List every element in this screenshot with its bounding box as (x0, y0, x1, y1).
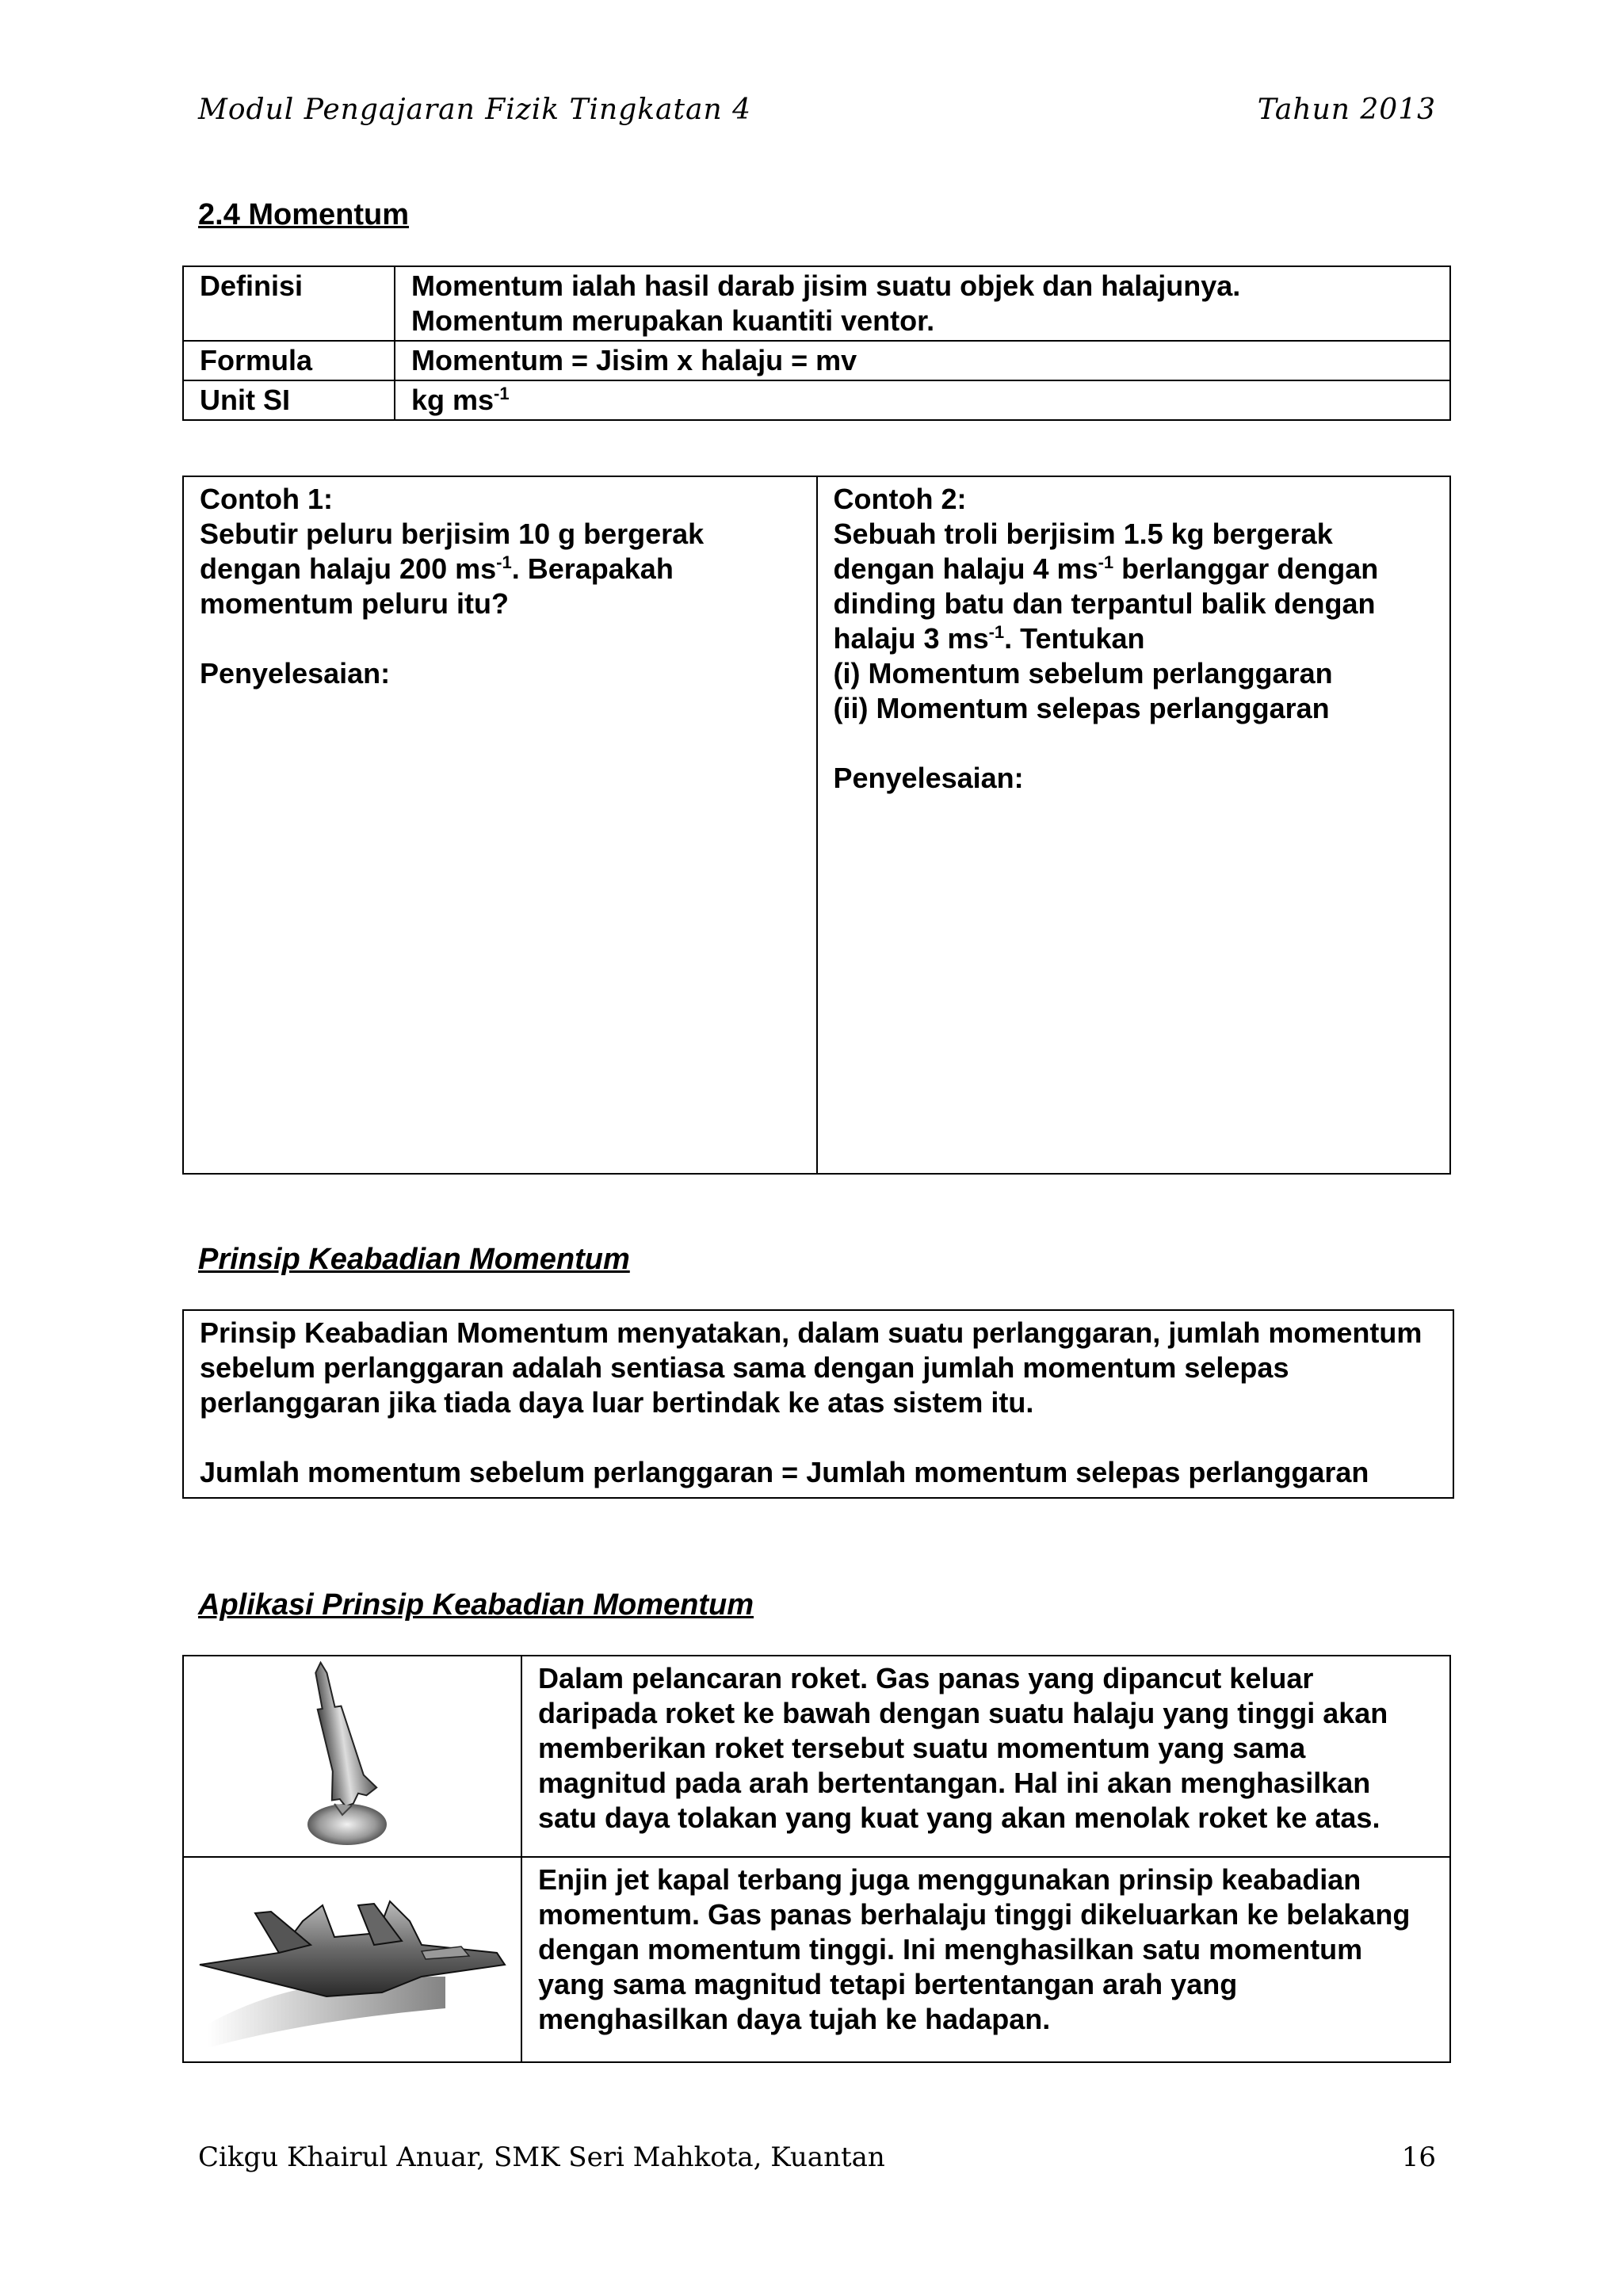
applications-table (182, 1655, 1451, 2063)
jet-image-cell (183, 1857, 521, 2062)
exponent: -1 (988, 622, 1005, 642)
principle-equation: Jumlah momentum sebelum perlanggaran = Jumlah momentum selepas perlanggaran (200, 1456, 1369, 1488)
spacer (200, 621, 800, 656)
example-2-item-1: (i) Momentum sebelum perlanggaran (833, 657, 1333, 690)
question-text: . Berapakah momentum peluru itu? (200, 552, 674, 620)
footer-author: Cikgu Khairul Anuar, SMK Seri Mahkota, Kuantan (198, 2141, 885, 2173)
row-label: Definisi (183, 266, 395, 341)
row-value (395, 266, 1450, 341)
table-row (183, 341, 1450, 380)
row-label: Unit SI (183, 380, 395, 420)
example-1-title: Contoh 1: (200, 483, 333, 515)
unit-text: kg ms (411, 384, 495, 416)
definition-line: Momentum ialah hasil darab jisim suatu objek dan halajunya. (411, 269, 1241, 302)
exponent: -1 (496, 552, 512, 572)
rocket-description: Dalam pelancaran roket. Gas panas yang dipancut keluar daripada roket ke bawah dengan suatu halaju yang tinggi akan memberikan roket tersebut suatu momentum yang sama magnitud pada arah bertentangan. Hal ini akan menghasilkan satu daya tolakan yang kuat yang akan menolak roket ke atas. (521, 1656, 1450, 1857)
question-text: . Tentukan (1004, 622, 1145, 655)
table-row (183, 1656, 1450, 1857)
applications-heading: Aplikasi Prinsip Keabadian Momentum (198, 1588, 754, 1622)
table-row (183, 380, 1450, 420)
example-2-item-2: (ii) Momentum selepas perlanggaran (833, 692, 1330, 724)
example-2-title: Contoh 2: (833, 483, 967, 515)
example-2-question (834, 517, 1434, 656)
table-row (183, 266, 1450, 341)
header-module-title: Modul Pengajaran Fizik Tingkatan 4 (198, 94, 751, 126)
spacer (200, 1420, 1437, 1455)
section-title: 2.4 Momentum (198, 198, 410, 231)
exponent: -1 (1098, 552, 1114, 572)
row-label: Formula (183, 341, 395, 380)
jet-plane-icon (184, 1858, 521, 2052)
example-2-cell (817, 476, 1451, 1174)
row-value: Momentum = Jisim x halaju = mv (395, 341, 1450, 380)
definition-table (182, 266, 1451, 421)
jet-description: Enjin jet kapal terbang juga menggunakan prinsip keabadian momentum. Gas panas berhalaju tinggi dikeluarkan ke belakang dengan momentum tinggi. Ini menghasilkan satu momentum yang sama magnitud tetapi bertentangan arah yang menghasilkan daya tujah ke hadapan. (521, 1857, 1450, 2062)
example-2-solution-label: Penyelesaian: (833, 762, 1024, 794)
table-row (183, 476, 1450, 1174)
principle-statement: Prinsip Keabadian Momentum menyatakan, dalam suatu perlanggaran, jumlah momentum sebelum perlanggaran adalah sentiasa sama dengan jumlah momentum selepas perlanggaran jika tiada daya luar bertindak ke atas sistem itu. (200, 1316, 1423, 1419)
spacer (834, 726, 1434, 761)
principle-heading: Prinsip Keabadian Momentum (198, 1243, 630, 1276)
header-year: Tahun 2013 (1257, 94, 1436, 126)
principle-box (182, 1309, 1454, 1499)
question-text: Sebuah troli berjisim 1.5 kg bergerak dengan halaju 4 ms (833, 518, 1333, 585)
definition-line: Momentum merupakan kuantiti ventor. (411, 304, 935, 337)
example-1-cell (183, 476, 817, 1174)
question-text: berlanggar dengan dinding batu dan terpantul balik dengan halaju 3 ms (833, 552, 1379, 655)
example-1-question (200, 517, 800, 621)
examples-table (182, 476, 1451, 1175)
unit-exponent: -1 (494, 384, 510, 403)
rocket-icon (184, 1656, 521, 1847)
page-number: 16 (1401, 2141, 1436, 2173)
example-1-solution-label: Penyelesaian: (200, 657, 391, 690)
table-row (183, 1857, 1450, 2062)
row-value (395, 380, 1450, 420)
rocket-image-cell (183, 1656, 521, 1857)
question-text: Sebutir peluru berjisim 10 g bergerak dengan halaju 200 ms (200, 518, 705, 585)
